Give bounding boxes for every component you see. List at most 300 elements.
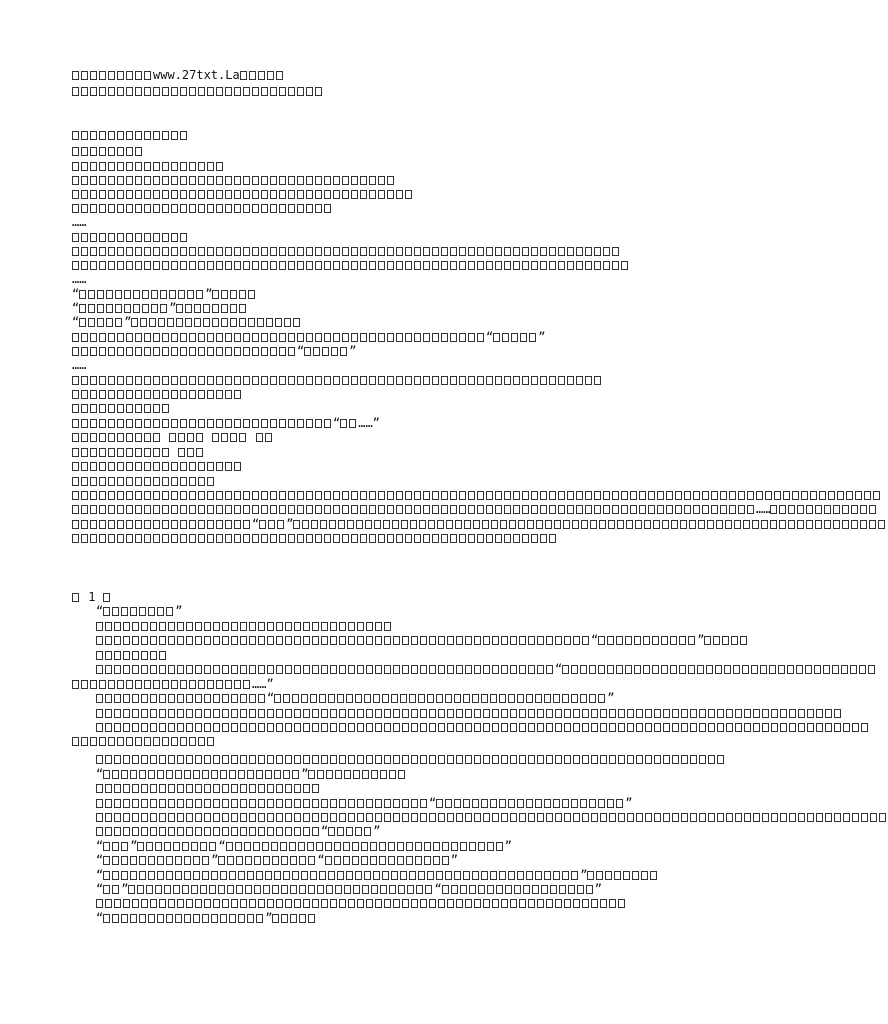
missing-glyph-box [117,448,124,457]
missing-glyph-box [225,505,232,514]
missing-glyph-box [357,755,364,764]
missing-glyph-box [571,871,578,880]
missing-glyph-box [312,827,319,836]
missing-glyph-box [338,520,345,529]
missing-glyph-box [171,737,178,746]
missing-glyph-box [878,520,885,529]
missing-glyph-box [304,347,311,356]
missing-glyph-box [312,755,319,764]
missing-glyph-box [306,261,313,270]
missing-glyph-box [213,694,220,703]
missing-glyph-box [573,636,580,645]
missing-glyph-box [396,190,403,199]
missing-glyph-box [474,636,481,645]
missing-glyph-box [90,131,97,140]
missing-glyph-box [360,491,367,500]
missing-glyph-box [603,261,610,270]
missing-glyph-box [277,520,284,529]
missing-glyph-box [126,680,133,689]
missing-glyph-box [346,871,353,880]
missing-glyph-box [573,899,580,908]
missing-glyph-box [474,665,481,674]
missing-glyph-box [207,462,214,471]
missing-glyph-box [108,190,115,199]
inline-text: ” [211,853,219,867]
missing-glyph-box [117,87,124,96]
missing-glyph-box [195,665,202,674]
missing-glyph-box [468,333,475,342]
missing-glyph-box [81,333,88,342]
missing-glyph-box [180,162,187,171]
missing-glyph-box [378,505,385,514]
missing-glyph-box [132,622,139,631]
missing-glyph-box [303,665,310,674]
missing-glyph-box [79,304,86,313]
missing-glyph-box [482,520,489,529]
missing-glyph-box [225,87,232,96]
missing-glyph-box [168,784,175,793]
missing-glyph-box [502,333,509,342]
missing-glyph-box [248,290,255,299]
missing-glyph-box [234,534,241,543]
missing-glyph-box [486,261,493,270]
missing-glyph-box [222,694,229,703]
missing-glyph-box [537,665,544,674]
missing-glyph-box [472,799,479,808]
missing-glyph-box [436,799,443,808]
missing-glyph-box [258,799,265,808]
missing-glyph-box [180,233,187,242]
missing-glyph-box [333,491,340,500]
missing-glyph-box [572,520,579,529]
missing-glyph-box [315,333,322,342]
missing-glyph-box [257,318,264,327]
missing-glyph-box [501,636,508,645]
missing-glyph-box [189,87,196,96]
missing-glyph-box [563,520,570,529]
missing-glyph-box [429,636,436,645]
missing-glyph-box [227,856,234,865]
missing-glyph-box [357,723,364,732]
missing-glyph-box [424,856,431,865]
missing-glyph-box [495,261,502,270]
missing-glyph-box [144,131,151,140]
missing-glyph-box [468,376,475,385]
inline-text: …… [756,502,771,516]
missing-glyph-box [288,261,295,270]
text-line [96,896,627,910]
missing-glyph-box [591,709,598,718]
missing-glyph-box [252,534,259,543]
missing-glyph-box [234,176,241,185]
missing-glyph-box [252,247,259,256]
missing-glyph-box [90,477,97,486]
missing-glyph-box [600,899,607,908]
missing-glyph-box [222,799,229,808]
missing-glyph-box [266,318,273,327]
missing-glyph-box [447,665,454,674]
inline-text: “ [434,882,442,896]
missing-glyph-box [816,709,823,718]
missing-glyph-box [207,347,214,356]
missing-glyph-box [108,390,115,399]
missing-glyph-box [171,491,178,500]
missing-glyph-box [366,799,373,808]
missing-glyph-box [142,290,149,299]
missing-glyph-box [126,505,133,514]
missing-glyph-box [333,190,340,199]
missing-glyph-box [168,709,175,718]
missing-glyph-box [141,755,148,764]
missing-glyph-box [216,204,223,213]
missing-glyph-box [423,505,430,514]
missing-glyph-box [303,622,310,631]
missing-glyph-box [553,871,560,880]
missing-glyph-box [625,636,632,645]
missing-glyph-box [616,799,623,808]
missing-glyph-box [445,799,452,808]
missing-glyph-box [387,247,394,256]
missing-glyph-box [153,176,160,185]
missing-glyph-box [663,723,670,732]
missing-glyph-box [81,204,88,213]
missing-glyph-box [198,261,205,270]
missing-glyph-box [162,347,169,356]
missing-glyph-box [105,694,112,703]
missing-glyph-box [851,505,858,514]
missing-glyph-box [415,842,422,851]
missing-glyph-box [308,914,315,923]
missing-glyph-box [225,419,232,428]
missing-glyph-box [369,261,376,270]
missing-glyph-box [549,376,556,385]
missing-glyph-box [504,247,511,256]
missing-glyph-box [141,665,148,674]
missing-glyph-box [333,376,340,385]
missing-glyph-box [432,376,439,385]
missing-glyph-box [130,607,137,616]
missing-glyph-box [414,505,421,514]
missing-glyph-box [609,813,616,822]
missing-glyph-box [402,799,409,808]
missing-glyph-box [105,813,112,822]
missing-glyph-box [699,755,706,764]
missing-glyph-box [117,233,124,242]
missing-glyph-box [518,520,525,529]
missing-glyph-box [483,665,490,674]
missing-glyph-box [335,885,342,894]
missing-glyph-box [366,709,373,718]
missing-glyph-box [562,871,569,880]
missing-glyph-box [213,784,220,793]
missing-glyph-box [180,176,187,185]
missing-glyph-box [654,723,661,732]
missing-glyph-box [366,755,373,764]
missing-glyph-box [212,304,219,313]
missing-glyph-box [508,799,515,808]
missing-glyph-box [396,505,403,514]
missing-glyph-box [185,304,192,313]
missing-glyph-box [590,520,597,529]
missing-glyph-box [353,885,360,894]
missing-glyph-box [618,813,625,822]
missing-glyph-box [477,534,484,543]
missing-glyph-box [79,290,86,299]
missing-glyph-box [333,261,340,270]
missing-glyph-box [558,261,565,270]
missing-glyph-box [90,520,97,529]
missing-glyph-box [133,304,140,313]
missing-glyph-box [315,534,322,543]
missing-glyph-box [187,290,194,299]
missing-glyph-box [330,665,337,674]
missing-glyph-box [202,770,209,779]
missing-glyph-box [144,505,151,514]
missing-glyph-box [433,842,440,851]
missing-glyph-box [370,856,377,865]
missing-glyph-box [99,247,106,256]
missing-glyph-box [312,784,319,793]
missing-glyph-box [418,694,425,703]
missing-glyph-box [321,799,328,808]
missing-glyph-box [162,233,169,242]
missing-glyph-box [203,318,210,327]
missing-glyph-box [253,842,260,851]
missing-glyph-box [873,491,880,500]
missing-glyph-box [297,87,304,96]
text-line [72,244,621,258]
missing-glyph-box [267,827,274,836]
missing-glyph-box [243,247,250,256]
missing-glyph-box [81,247,88,256]
missing-glyph-box [180,261,187,270]
missing-glyph-box [114,755,121,764]
missing-glyph-box [636,723,643,732]
missing-glyph-box [158,318,165,327]
missing-glyph-box [115,304,122,313]
missing-glyph-box [450,247,457,256]
missing-glyph-box [346,827,353,836]
missing-glyph-box [297,247,304,256]
missing-glyph-box [159,755,166,764]
missing-glyph-box [90,147,97,156]
missing-glyph-box [121,871,128,880]
missing-glyph-box [144,462,151,471]
missing-glyph-box [126,233,133,242]
missing-glyph-box [364,694,371,703]
missing-glyph-box [99,448,106,457]
missing-glyph-box [153,162,160,171]
missing-glyph-box [537,636,544,645]
missing-glyph-box [699,813,706,822]
missing-glyph-box [231,665,238,674]
missing-glyph-box [117,433,124,442]
missing-glyph-box [325,856,332,865]
missing-glyph-box [573,813,580,822]
missing-glyph-box [272,914,279,923]
missing-glyph-box [771,723,778,732]
missing-glyph-box [189,204,196,213]
missing-glyph-box [657,491,664,500]
missing-glyph-box [226,842,233,851]
missing-glyph-box [184,770,191,779]
missing-glyph-box [234,376,241,385]
missing-glyph-box [249,723,256,732]
missing-glyph-box [180,419,187,428]
missing-glyph-box [187,433,194,442]
missing-glyph-box [369,247,376,256]
missing-glyph-box [409,871,416,880]
missing-glyph-box [150,622,157,631]
missing-glyph-box [342,491,349,500]
missing-glyph-box [348,622,355,631]
missing-glyph-box [146,842,153,851]
missing-glyph-box [141,813,148,822]
missing-glyph-box [535,799,542,808]
missing-glyph-box [216,680,223,689]
missing-glyph-box [654,709,661,718]
missing-glyph-box [285,709,292,718]
missing-glyph-box [234,261,241,270]
missing-glyph-box [108,404,115,413]
missing-glyph-box [477,247,484,256]
missing-glyph-box [135,87,142,96]
missing-glyph-box [144,333,151,342]
missing-glyph-box [88,304,95,313]
missing-glyph-box [187,448,194,457]
missing-glyph-box [519,665,526,674]
inline-text: ” [697,633,705,647]
missing-glyph-box [437,520,444,529]
missing-glyph-box [414,534,421,543]
missing-glyph-box [207,534,214,543]
missing-glyph-box [204,799,211,808]
missing-glyph-box [378,247,385,256]
missing-glyph-box [144,233,151,242]
missing-glyph-box [324,204,331,213]
missing-glyph-box [420,636,427,645]
missing-glyph-box [279,333,286,342]
missing-glyph-box [495,505,502,514]
missing-glyph-box [798,813,805,822]
missing-glyph-box [198,477,205,486]
missing-glyph-box [186,755,193,764]
missing-glyph-box [135,204,142,213]
missing-glyph-box [108,87,115,96]
inline-text: ” [504,839,512,853]
missing-glyph-box [541,885,548,894]
missing-glyph-box [195,622,202,631]
missing-glyph-box [288,376,295,385]
missing-glyph-box [123,651,130,660]
missing-glyph-box [483,755,490,764]
missing-glyph-box [708,709,715,718]
missing-glyph-box [454,694,461,703]
missing-glyph-box [234,347,241,356]
missing-glyph-box [222,827,229,836]
missing-glyph-box [576,505,583,514]
missing-glyph-box [176,304,183,313]
missing-glyph-box [81,131,88,140]
missing-glyph-box [369,176,376,185]
missing-glyph-box [492,636,499,645]
missing-glyph-box [103,593,110,602]
missing-glyph-box [225,247,232,256]
missing-glyph-box [144,404,151,413]
missing-glyph-box [81,147,88,156]
missing-glyph-box [540,505,547,514]
missing-glyph-box [747,505,754,514]
missing-glyph-box [598,636,605,645]
missing-glyph-box [357,899,364,908]
missing-glyph-box [591,755,598,764]
missing-glyph-box [288,204,295,213]
missing-glyph-box [108,71,115,80]
missing-glyph-box [724,665,731,674]
missing-glyph-box [690,813,697,822]
missing-glyph-box [274,871,281,880]
missing-glyph-box [734,520,741,529]
missing-glyph-box [490,871,497,880]
missing-glyph-box [216,162,223,171]
missing-glyph-box [103,842,110,851]
missing-glyph-box [571,799,578,808]
missing-glyph-box [869,505,876,514]
missing-glyph-box [146,885,153,894]
missing-glyph-box [342,333,349,342]
missing-glyph-box [450,261,457,270]
missing-glyph-box [375,709,382,718]
missing-glyph-box [168,636,175,645]
missing-glyph-box [270,505,277,514]
missing-glyph-box [364,871,371,880]
missing-glyph-box [220,871,227,880]
missing-glyph-box [331,347,338,356]
missing-glyph-box [510,813,517,822]
inline-text: “ [429,796,437,810]
missing-glyph-box [261,505,268,514]
missing-glyph-box [292,770,299,779]
missing-glyph-box [294,799,301,808]
missing-glyph-box [99,390,106,399]
missing-glyph-box [168,827,175,836]
missing-glyph-box [600,813,607,822]
missing-glyph-box [72,261,79,270]
missing-glyph-box [715,665,722,674]
missing-glyph-box [510,899,517,908]
missing-glyph-box [294,899,301,908]
missing-glyph-box [141,827,148,836]
missing-glyph-box [414,491,421,500]
missing-glyph-box [153,404,160,413]
missing-glyph-box [108,247,115,256]
missing-glyph-box [360,261,367,270]
missing-glyph-box [492,755,499,764]
missing-glyph-box [378,190,385,199]
missing-glyph-box [117,176,124,185]
missing-glyph-box [405,491,412,500]
missing-glyph-box [348,636,355,645]
missing-glyph-box [315,376,322,385]
missing-glyph-box [126,261,133,270]
missing-glyph-box [586,885,593,894]
missing-glyph-box [441,491,448,500]
missing-glyph-box [168,813,175,822]
missing-glyph-box [465,665,472,674]
missing-glyph-box [355,694,362,703]
missing-glyph-box [609,899,616,908]
missing-glyph-box [513,376,520,385]
